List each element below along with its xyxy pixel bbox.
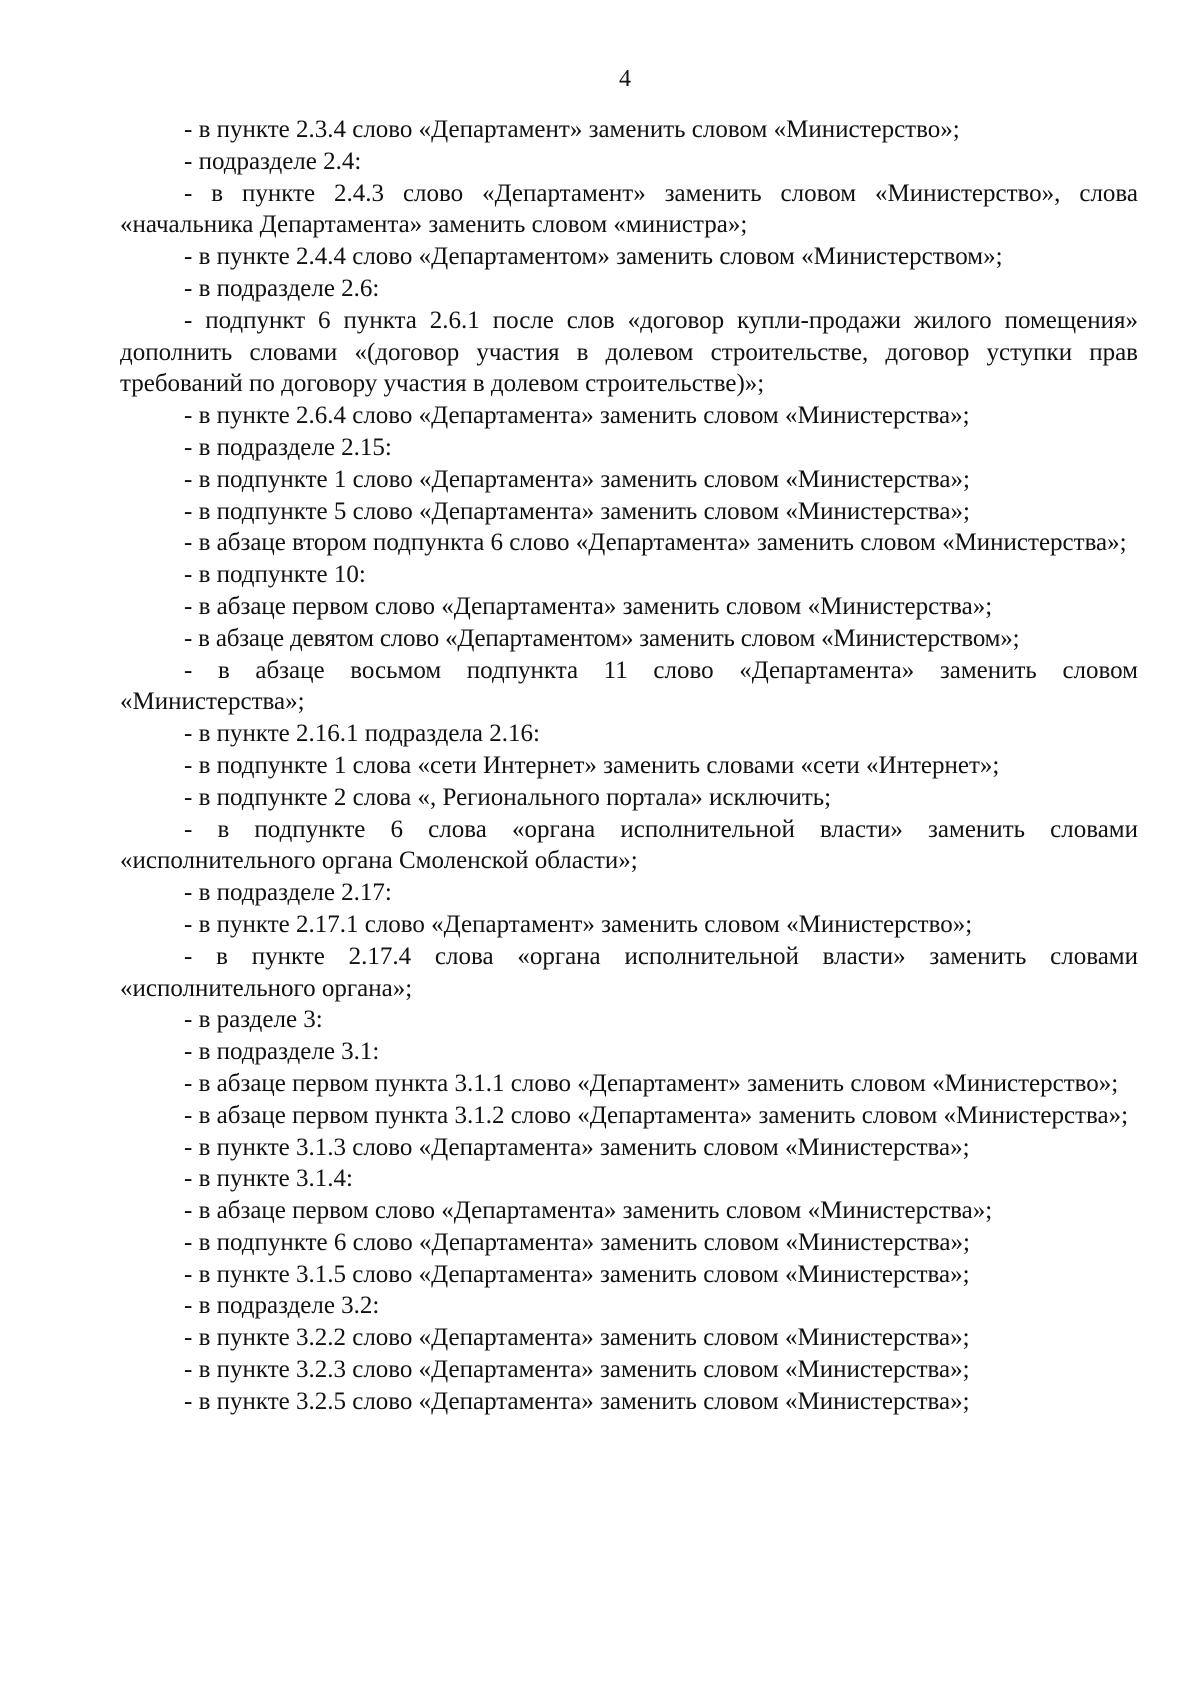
paragraph: - подпункт 6 пункта 2.6.1 после слов «договор купли-продажи жилого помещения» дополнить словами «(договор участия в долевом строительстве, договор уступки прав требований по договору участия в долевом строительстве)»; — [120, 306, 1138, 398]
paragraph: - в пункте 3.1.5 слово «Департамента» заменить словом «Министерства»; — [184, 1260, 970, 1288]
paragraph: - в подпункте 2 слова «, Регионального портала» исключить; — [184, 783, 832, 811]
paragraph: - в подпункте 1 слова «сети Интернет» заменить словами «сети «Интернет»; — [184, 751, 1000, 779]
paragraph: - в подразделе 2.17: — [184, 879, 392, 907]
paragraph: - в подразделе 2.6: — [184, 274, 380, 302]
paragraph: - в подразделе 3.2: — [184, 1292, 380, 1320]
paragraph: - в пункте 2.17.1 слово «Департамент» заменить словом «Министерство»; — [184, 910, 973, 938]
paragraph: - в абзаце первом пункта 3.1.2 слово «Департамента» заменить словом «Министерства»; — [184, 1101, 1129, 1129]
paragraph: - в подпункте 1 слово «Департамента» заменить словом «Министерства»; — [184, 465, 970, 493]
paragraph: - в абзаце восьмом подпункта 11 слово «Департамента» заменить словом «Министерства»; — [120, 656, 1138, 716]
paragraph: - в разделе 3: — [184, 1006, 323, 1034]
paragraph: - в пункте 3.2.3 слово «Департамента» заменить словом «Министерства»; — [184, 1356, 970, 1384]
paragraph: - в подпункте 5 слово «Департамента» заменить словом «Министерства»; — [184, 497, 970, 525]
paragraph: - в абзаце первом слово «Департамента» заменить словом «Министерства»; — [184, 592, 993, 620]
paragraph: - в абзаце девятом слово «Департаментом» заменить словом «Министерством»; — [184, 624, 1020, 652]
paragraph: - в пункте 3.2.2 слово «Департамента» заменить словом «Министерства»; — [184, 1324, 970, 1352]
paragraph: - в пункте 2.16.1 подраздела 2.16: — [184, 720, 540, 748]
paragraph: - в пункте 3.1.4: — [184, 1165, 353, 1193]
paragraph: - в пункте 2.4.4 слово «Департаментом» заменить словом «Министерством»; — [184, 243, 1003, 271]
paragraph: - в пункте 2.4.3 слово «Департамент» заменить словом «Министерство», слова «начальника Департамента» заменить словом «министра»; — [120, 179, 1138, 239]
paragraph: - в подразделе 3.1: — [184, 1038, 380, 1066]
paragraph: - в подпункте 6 слова «органа исполнительной власти» заменить словами «исполнительного органа Смоленской области»; — [120, 815, 1138, 875]
paragraph: - в подпункте 10: — [184, 561, 366, 589]
paragraph: - в подпункте 6 слово «Департамента» заменить словом «Министерства»; — [184, 1228, 970, 1256]
paragraph: - в абзаце первом пункта 3.1.1 слово «Департамент» заменить словом «Министерство»; — [184, 1069, 1119, 1097]
paragraph: - в пункте 2.17.4 слова «органа исполнительной власти» заменить словами «исполнительного органа»; — [120, 942, 1138, 1002]
paragraph: - в пункте 2.3.4 слово «Департамент» заменить словом «Министерство»; — [184, 116, 960, 143]
paragraph: - в абзаце первом слово «Департамента» заменить словом «Министерства»; — [184, 1197, 993, 1225]
paragraph: - в пункте 3.2.5 слово «Департамента» заменить словом «Министерства»; — [184, 1387, 970, 1415]
paragraph: - подразделе 2.4: — [184, 147, 362, 175]
page-number: 4 — [619, 66, 631, 92]
paragraph: - в пункте 3.1.3 слово «Департамента» заменить словом «Министерства»; — [184, 1133, 970, 1161]
paragraph: - в подразделе 2.15: — [184, 433, 392, 461]
paragraph: - в абзаце втором подпункта 6 слово «Департамента» заменить словом «Министерства»; — [184, 529, 1127, 557]
paragraph: - в пункте 2.6.4 слово «Департамента» заменить словом «Министерства»; — [184, 402, 970, 430]
document-body — [120, 114, 1138, 1418]
